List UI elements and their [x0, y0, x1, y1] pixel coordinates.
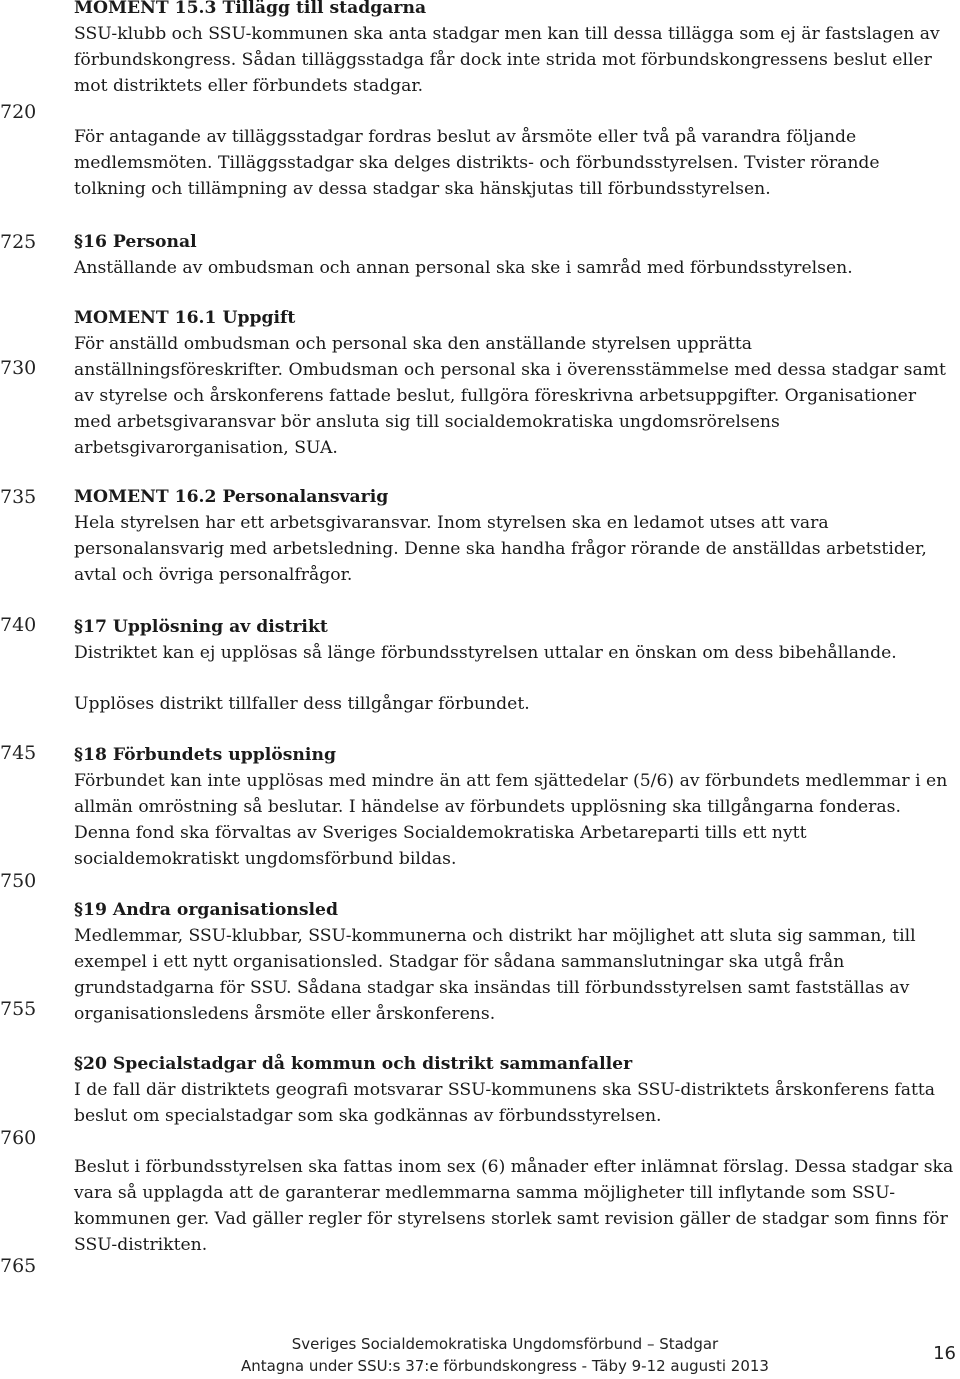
paragraph: Hela styrelsen har ett arbetsgivaransvar. Inom styrelsen ska en ledamot utses att vara personalansvarig med arbetsledning. Denne ska handha frågor rörande de anställdas arbetstider, avtal och övriga personalfrågor.: [74, 513, 927, 585]
paragraph: För antagande av tilläggsstadgar fordras beslut av årsmöte eller två på varandra följande medlemsmöten. Tilläggsstadgar ska delges distrikts- och förbundsstyrelsen. Tvister rörande tolkning och tillämpning av dessa stadgar ska hänskjutas till förbundsstyrelsen.: [74, 127, 880, 199]
section-17-cont: [74, 691, 954, 717]
paragraph: Distriktet kan ej upplösas så länge förbundsstyrelsen uttalar en önskan om dess bibehållande.: [74, 643, 897, 663]
line-number: 720: [0, 101, 37, 123]
line-number: 750: [0, 870, 37, 892]
section-20-cont: [74, 1154, 954, 1258]
section-18: [74, 742, 954, 872]
section-heading: MOMENT 16.1 Uppgift: [74, 308, 296, 328]
paragraph: För anställd ombudsman och personal ska den anställande styrelsen upprätta anställningsföreskrifter. Ombudsman och personal ska i överensstämmelse med dessa stadgar samt av styrelse och årskonferens fattade beslut, fullgöra föreskrivna arbetsuppgifter. Organisationer med arbetsgivaransvar bör ansluta sig till socialdemokratiska ungdomsrörelsens arbetsgivarorganisation, SUA.: [74, 334, 946, 458]
page-number: 16: [933, 1343, 956, 1364]
line-number: 740: [0, 614, 37, 636]
line-number: 725: [0, 231, 37, 253]
section-heading: §18 Förbundets upplösning: [74, 745, 336, 765]
paragraph: Medlemmar, SSU-klubbar, SSU-kommunerna och distrikt har möjlighet att sluta sig samman, till exempel i ett nytt organisationsled. Stadgar för sådana sammanslutningar ska utgå från grundstadgarna för SSU. Sådana stadgar ska insändas till förbundsstyrelsen samt fastställas av organisationsledens årsmöte eller årskonferens.: [74, 926, 916, 1024]
section-16: [74, 229, 954, 281]
paragraph: I de fall där distriktets geografi motsvarar SSU-kommunens ska SSU-distriktets årskonferens fatta beslut om specialstadgar som ska godkännas av förbundsstyrelsen.: [74, 1080, 936, 1126]
section-heading: §19 Andra organisationsled: [74, 900, 339, 920]
line-number: 730: [0, 357, 37, 379]
section-heading: §17 Upplösning av distrikt: [74, 617, 328, 637]
section-heading: MOMENT 16.2 Personalansvarig: [74, 487, 389, 507]
line-number: 765: [0, 1255, 37, 1277]
section-20: [74, 1051, 954, 1129]
paragraph: Anställande av ombudsman och annan personal ska ske i samråd med förbundsstyrelsen.: [74, 258, 853, 278]
section-moment-15-3-cont: [74, 124, 954, 202]
section-moment-16-2: [74, 484, 954, 588]
section-17: [74, 614, 954, 666]
line-number: 735: [0, 486, 37, 508]
section-moment-15-3: [74, 0, 954, 99]
paragraph: Förbundet kan inte upplösas med mindre än att fem sjättedelar (5/6) av förbundets medlemmar i en allmän omröstning så beslutar. I händelse av förbundets upplösning ska tillgångarna fonderas. Denna fond ska förvaltas av Sveriges Socialdemokratiska Arbetareparti tills ett nytt socialdemokratiskt ungdomsförbund bildas.: [74, 771, 948, 869]
section-heading: MOMENT 15.3 Tillägg till stadgarna: [74, 0, 427, 18]
section-heading: §16 Personal: [74, 232, 197, 252]
line-number: 760: [0, 1127, 37, 1149]
section-moment-16-1: [74, 305, 954, 461]
line-number: 745: [0, 742, 37, 764]
paragraph: Beslut i förbundsstyrelsen ska fattas inom sex (6) månader efter inlämnat förslag. Dessa stadgar ska vara så upplagda att de garanterar medlemmarna samma möjligheter till inflytande som SSU-kommunen ger. Vad gäller regler för styrelsens storlek samt revision gäller de stadgar som finns för SSU-distrikten.: [74, 1157, 954, 1255]
footer: [160, 1333, 850, 1377]
paragraph: Upplöses distrikt tillfaller dess tillgångar förbundet.: [74, 694, 530, 714]
footer-title: Sveriges Socialdemokratiska Ungdomsförbund – Stadgar: [291, 1335, 719, 1353]
line-number: 755: [0, 998, 37, 1020]
section-heading: §20 Specialstadgar då kommun och distrikt sammanfaller: [74, 1054, 633, 1074]
footer-subtitle: Antagna under SSU:s 37:e förbundskongress - Täby 9-12 augusti 2013: [241, 1357, 769, 1375]
paragraph: SSU-klubb och SSU-kommunen ska anta stadgar men kan till dessa tillägga som ej är fastslagen av förbundskongress. Sådan tilläggsstadga får dock inte strida mot förbundskongressens beslut eller mot distriktets eller förbundets stadgar.: [74, 24, 940, 96]
section-19: [74, 897, 954, 1027]
